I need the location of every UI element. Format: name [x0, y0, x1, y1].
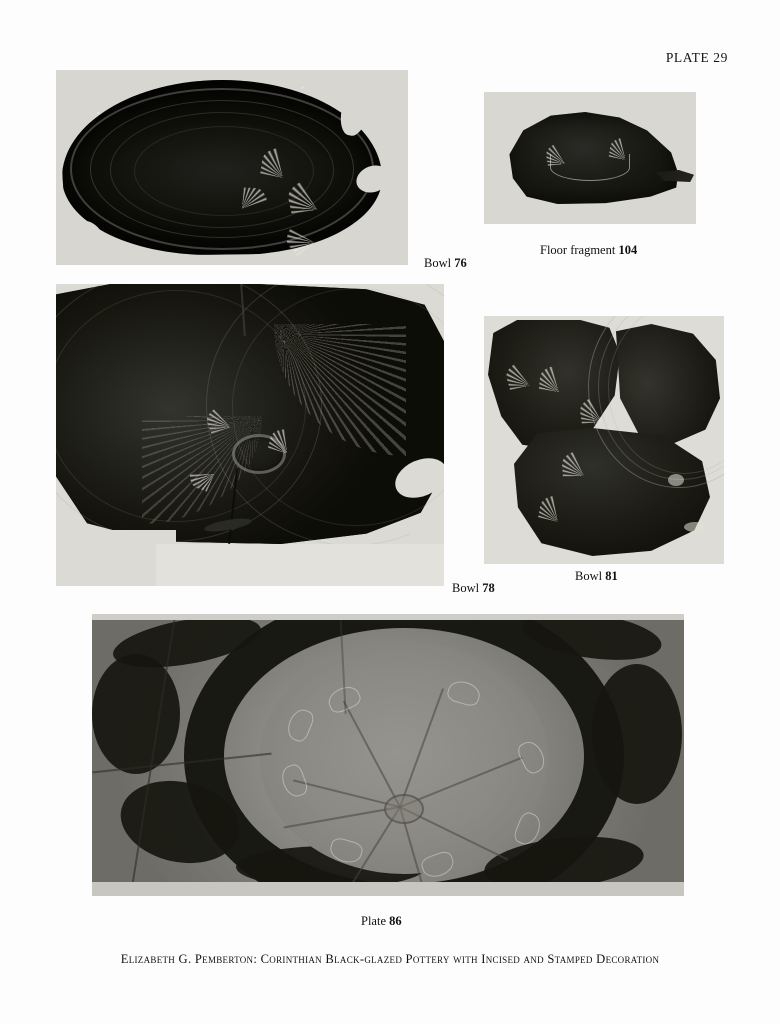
caption-bowl-81-label: Bowl: [575, 569, 606, 583]
figure-bowl-76: [56, 70, 408, 265]
figure-plate-86: [92, 614, 684, 896]
caption-bowl-78-label: Bowl: [452, 581, 483, 595]
plate-86-central-circle: [384, 794, 424, 824]
caption-bowl-76-number: 76: [454, 256, 467, 270]
figure-floor-fragment-104: [484, 92, 696, 224]
caption-bowl-81-number: 81: [605, 569, 618, 583]
bowl-76-break-4: [356, 218, 406, 265]
caption-bowl-78-number: 78: [482, 581, 495, 595]
plate-86-top-edge: [92, 614, 684, 620]
caption-floor-fragment-104: [540, 243, 637, 258]
caption-bowl-76: [424, 256, 467, 271]
plate-number: PLATE 29: [665, 50, 728, 65]
figure-bowl-78: [56, 284, 444, 586]
caption-fragment-104-number: 104: [618, 243, 638, 257]
bowl-81-highlight-2: [684, 522, 706, 532]
caption-bowl-78: [452, 581, 495, 596]
caption-plate-86-label: Plate: [361, 914, 390, 928]
caption-fragment-104-label: Floor fragment: [540, 243, 619, 257]
caption-bowl-76-label: Bowl: [424, 256, 455, 270]
caption-plate-86-number: 86: [389, 914, 402, 928]
bowl-81-highlight-1: [668, 474, 684, 486]
bowl-76-break-3: [56, 220, 104, 264]
page-footer-credit: Elizabeth G. Pemberton: Corinthian Black-glazed Pottery with Incised and Stamped Decoration: [120, 952, 660, 966]
plate-86-bottom-edge: [92, 882, 684, 896]
caption-bowl-81: [575, 569, 618, 584]
caption-plate-86: [361, 914, 402, 929]
bowl-78-ground-shadow: [156, 544, 444, 586]
figure-bowl-81: [484, 316, 724, 564]
plate-86-inner-disc: [260, 642, 548, 874]
plate-86-glaze-patch-6: [592, 664, 682, 804]
